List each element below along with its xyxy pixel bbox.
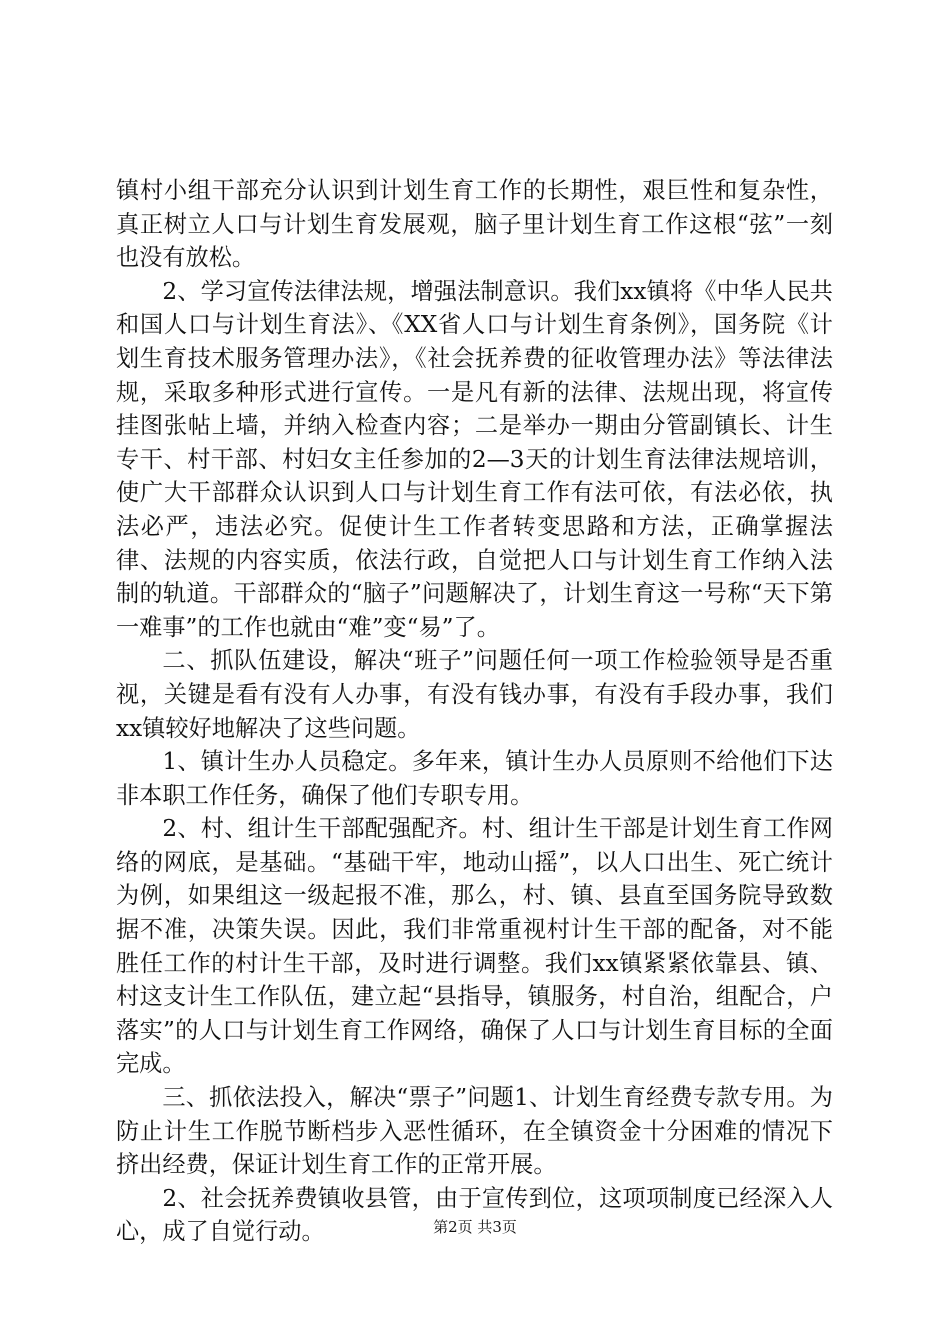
paragraph-social-fee: 2、社会抚养费镇收县管，由于宣传到位，这项项制度已经深入人心，成了自觉行动。 (116, 1184, 833, 1246)
page-number-footer: 第2页 共3页 (433, 1218, 517, 1236)
paragraph-law-publicity: 2、学习宣传法律法规，增强法制意识。我们xx镇将《中华人民共和国人口与计划生育法》、《XX省人口与计划生育条例》，国务院《计划生育技术服务管理办法》，《社会抚养费的征收管理办法》等法律法规，采取多种形式进行宣传。一是凡有新的法律、法规出现，将宣传挂图张帖上墙，并纳入检查内容；二是举办一期由分管副镇长、计生专干、村干部、村妇女主任参加的2—3天的计划生育法律法规培训，使广大干部群众认识到人口与计划生育工作有法可依，有法必依，执法必严，违法必究。促使计生工作者转变思路和方法，正确掌握法律、法规的内容实质，依法行政，自觉把人口与计划生育工作纳入法制的轨道。干部群众的“脑子”问题解决了，计划生育这一号称“天下第一难事”的工作也就由“难”变“易”了。 (116, 277, 833, 641)
document-body (116, 174, 833, 1249)
paragraph-staff-stability: 1、镇计生办人员稳定。多年来，镇计生办人员原则不给他们下达非本职工作任务，确保了他们专职专用。 (116, 748, 833, 809)
paragraph-funding: 三、抓依法投入，解决“票子”问题1、计划生育经费专款专用。为防止计生工作脱节断档步入恶性循环，在全镇资金十分困难的情况下挤出经费，保证计划生育工作的正常开展。 (116, 1084, 833, 1179)
paragraph-village-cadres: 2、村、组计生干部配强配齐。村、组计生干部是计划生育工作网络的网底，是基础。“基础干牢，地动山摇”，以人口出生、死亡统计为例，如果组这一级起报不准，那么，村、镇、县直至国务院导致数据不准，决策失误。因此，我们非常重视村计生干部的配备，对不能胜任工作的村计生干部，及时进行调整。我们xx镇紧紧依靠县、镇、村这支计生工作队伍，建立起“县指导，镇服务，村自治，组配合，户落实”的人口与计划生育工作网络，确保了人口与计划生育目标的全面完成。 (116, 815, 833, 1078)
paragraph-team-building: 二、抓队伍建设，解决“班子”问题任何一项工作检验领导是否重视，关键是看有没有人办事，有没有钱办事，有没有手段办事，我们xx镇较好地解决了这些问题。 (116, 647, 833, 742)
paragraph-continuation: 镇村小组干部充分认识到计划生育工作的长期性，艰巨性和复杂性，真正树立人口与计划生育发展观，脑子里计划生育工作这根“弦”一刻也没有放松。 (116, 177, 833, 272)
